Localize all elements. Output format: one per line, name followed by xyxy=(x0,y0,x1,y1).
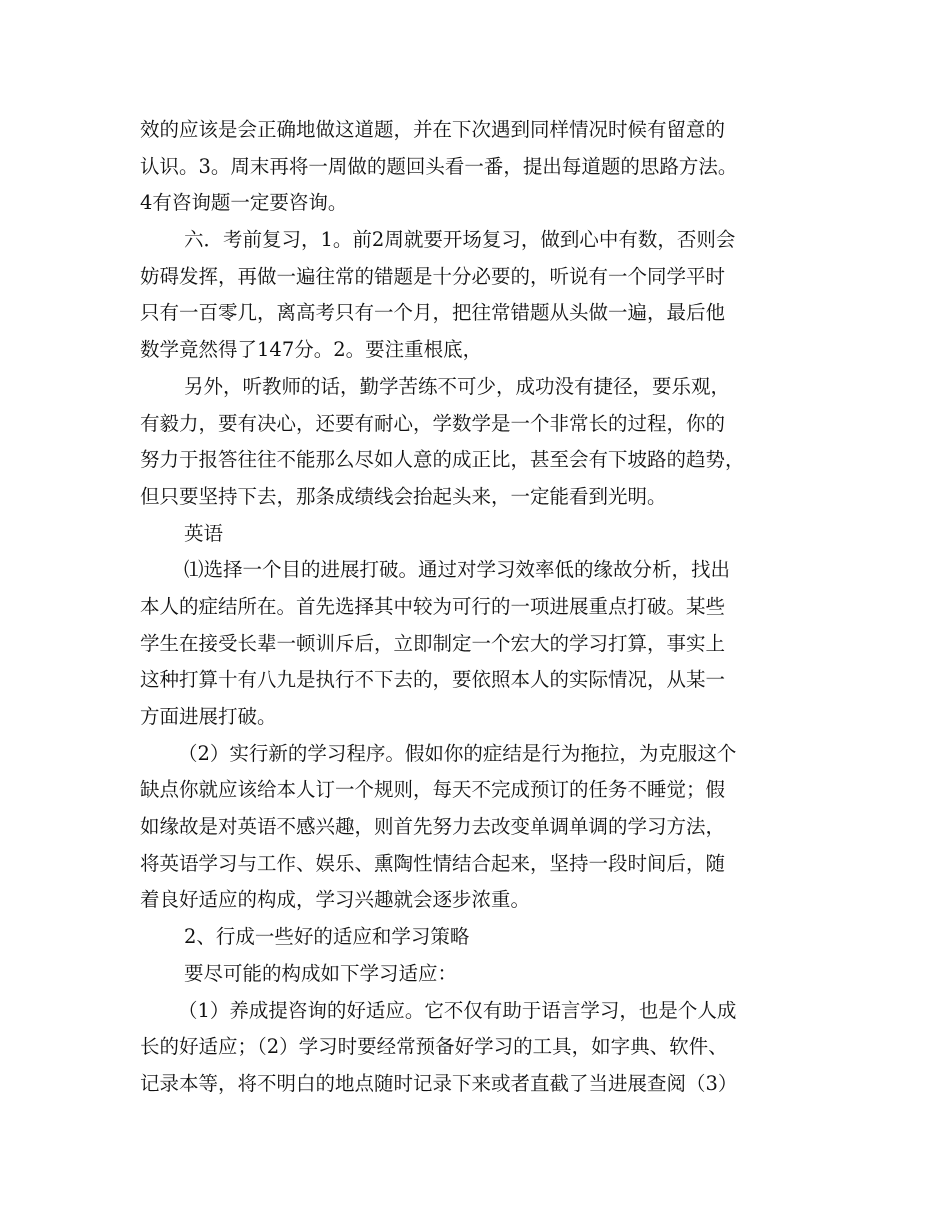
text-line: 缺点你就应该给本人订一个规则，每天不完成预订的任务不睡觉；假 xyxy=(140,778,726,802)
text-line: 4有咨询题一定要咨询。 xyxy=(140,191,348,215)
text-line: 只有一百零几，离高考只有一个月，把往常错题从头做一遍，最后他 xyxy=(140,301,726,325)
text-line: 有毅力，要有决心，还要有耐心，学数学是一个非常长的过程，你的 xyxy=(140,411,726,435)
text-line: ⑴选择一个目的进展打破。通过对学习效率低的缘故分析，找出 xyxy=(184,558,731,582)
section-heading: 英语 xyxy=(184,521,224,545)
body-text xyxy=(140,112,830,1103)
text-line: 记录本等，将不明白的地点随时记录下来或者直截了当进展查阅（3） xyxy=(140,1071,738,1095)
text-line: （2）实行新的学习程序。假如你的症结是行为拖拉，为克服这个 xyxy=(178,741,737,765)
text-line: 六．考前复习，1。前2周就要开场复习，做到心中有数，否则会 xyxy=(184,228,736,252)
text-line: 努力于报答往往不能那么尽如人意的成正比，甚至会有下坡路的趋势， xyxy=(140,448,745,472)
text-line: 着良好适应的构成，学习兴趣就会逐步浓重。 xyxy=(140,888,531,912)
text-line: 另外，听教师的话，勤学苦练不可少，成功没有捷径，要乐观， xyxy=(184,374,731,398)
text-line: 但只要坚持下去，那条成绩线会抬起头来，一定能看到光明。 xyxy=(140,484,667,508)
text-line: 学生在接受长辈一顿训斥后，立即制定一个宏大的学习打算，事实上 xyxy=(140,631,726,655)
text-line: 长的好适应；（2）学习时要经常预备好学习的工具，如字典、软件、 xyxy=(140,1035,728,1059)
text-line: 本人的症结所在。首先选择其中较为可行的一项进展重点打破。某些 xyxy=(140,594,726,618)
text-line: 效的应该是会正确地做这道题，并在下次遇到同样情况时候有留意的 xyxy=(140,118,726,141)
text-line: 方面进展打破。 xyxy=(140,705,277,728)
text-line: 如缘故是对英语不感兴趣，则首先努力去改变单调单调的学习方法， xyxy=(140,815,726,839)
text-line: 数学竟然得了147分。2。要注重根底， xyxy=(140,338,483,362)
text-line: 这种打算十有八九是执行不下去的，要依照本人的实际情况，从某一 xyxy=(140,668,726,692)
text-line: 要尽可能的构成如下学习适应： xyxy=(184,961,458,985)
text-line: 2、行成一些好的适应和学习策略 xyxy=(184,925,470,949)
text-line: 妨碍发挥，再做一遍往常的错题是十分必要的，听说有一个同学平时 xyxy=(140,264,726,288)
text-line: 将英语学习与工作、娱乐、熏陶性情结合起来，坚持一段时间后，随 xyxy=(140,851,726,875)
text-line: 认识。3。周末再将一周做的题回头看一番，提出每道题的思路方法。 xyxy=(140,154,738,178)
text-line: （1）养成提咨询的好适应。它不仅有助于语言学习，也是个人成 xyxy=(178,998,737,1022)
